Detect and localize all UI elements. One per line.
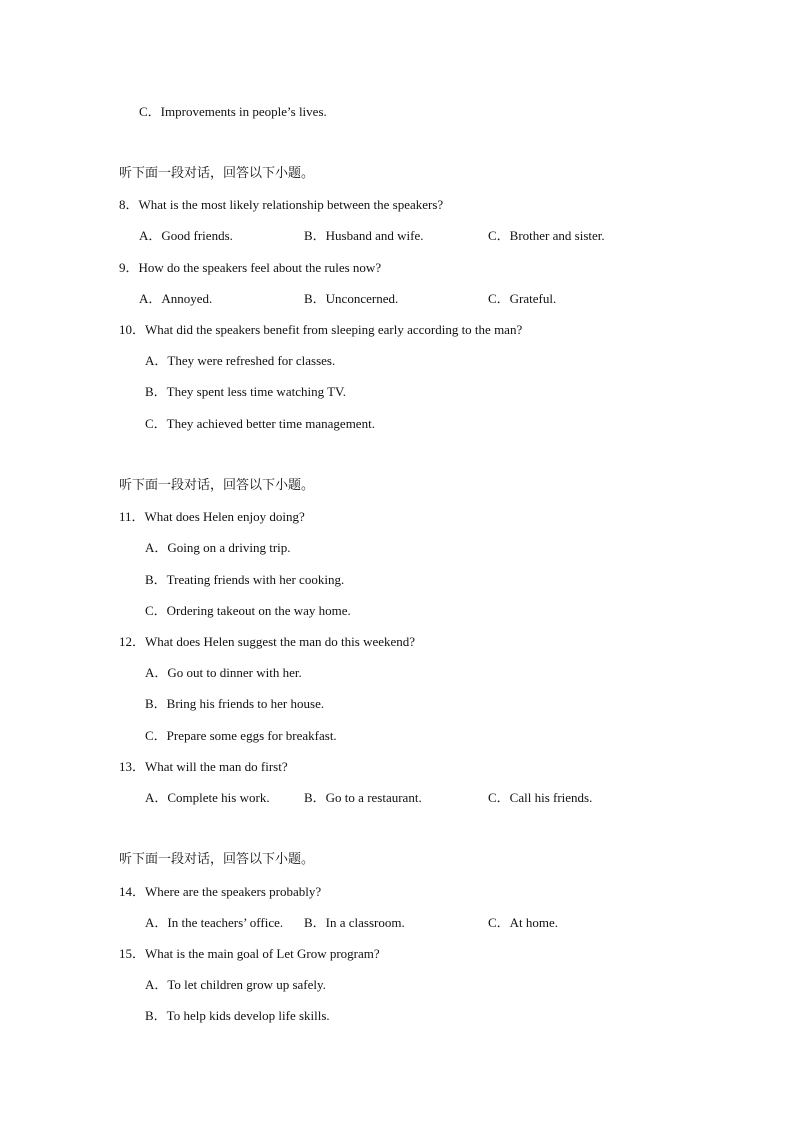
q14-option-b: B．In a classroom.	[304, 915, 405, 930]
q14-option-a: A．In the teachers’ office.	[145, 915, 284, 930]
q9-option-b: B．Unconcerned.	[304, 291, 399, 306]
q8-option-a: A．Good friends.	[139, 228, 233, 243]
question-11: 11．What does Helen enjoy doing?	[119, 509, 305, 524]
q10-option-c: C．They achieved better time management.	[145, 416, 375, 431]
q11-option-a: A．Going on a driving trip.	[145, 540, 291, 555]
question-15: 15．What is the main goal of Let Grow program?	[119, 946, 380, 961]
question-14: 14．Where are the speakers probably?	[119, 884, 322, 899]
q11-option-c: C．Ordering takeout on the way home.	[145, 603, 351, 618]
q8-option-b: B．Husband and wife.	[304, 228, 424, 243]
q14-option-c: C．At home.	[488, 915, 559, 930]
q12-option-a: A．Go out to dinner with her.	[145, 665, 302, 680]
question-10: 10．What did the speakers benefit from sleeping early according to the man?	[119, 322, 523, 337]
q13-option-b: B．Go to a restaurant.	[304, 790, 422, 805]
question-13: 13．What will the man do first?	[119, 759, 288, 774]
question-12: 12．What does Helen suggest the man do this weekend?	[119, 634, 416, 649]
option-c-prev: C．Improvements in people’s lives.	[139, 104, 327, 119]
question-9: 9．How do the speakers feel about the rules now?	[119, 260, 382, 275]
question-8: 8．What is the most likely relationship between the speakers?	[119, 197, 444, 212]
section-heading: 听下面一段对话，回答以下小题。	[119, 478, 315, 493]
q13-option-a: A．Complete his work.	[145, 790, 270, 805]
section-heading: 听下面一段对话，回答以下小题。	[119, 166, 315, 181]
q15-option-b: B．To help kids develop life skills.	[145, 1008, 330, 1023]
section-heading: 听下面一段对话，回答以下小题。	[119, 852, 315, 867]
q11-option-b: B．Treating friends with her cooking.	[145, 572, 345, 587]
q13-option-c: C．Call his friends.	[488, 790, 593, 805]
q8-option-c: C．Brother and sister.	[488, 228, 605, 243]
q10-option-b: B．They spent less time watching TV.	[145, 384, 346, 399]
q12-option-b: B．Bring his friends to her house.	[145, 696, 325, 711]
q10-option-a: A．They were refreshed for classes.	[145, 353, 336, 368]
q12-option-c: C．Prepare some eggs for breakfast.	[145, 728, 337, 743]
q15-option-a: A．To let children grow up safely.	[145, 977, 326, 992]
q9-option-a: A．Annoyed.	[139, 291, 213, 306]
q9-option-c: C．Grateful.	[488, 291, 557, 306]
